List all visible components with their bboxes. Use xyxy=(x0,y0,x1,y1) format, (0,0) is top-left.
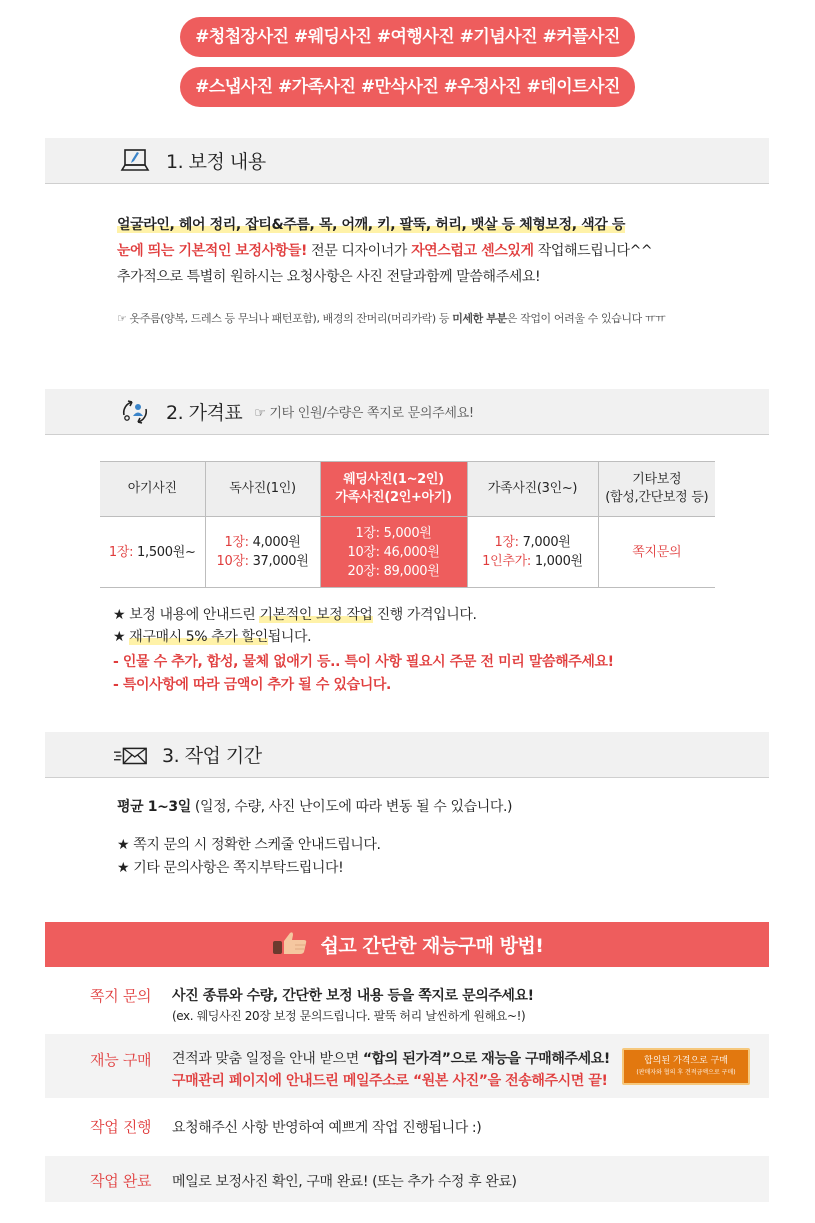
table-cell: 1장: 7,000원 1인추가: 1,000원 xyxy=(467,517,598,588)
price-note-basic: ★ 보정 내용에 안내드린 기본적인 보정 작업 진행 가격입니다. xyxy=(113,607,477,623)
price-warning-1: - 인물 수 추가, 합성, 물체 없애기 등.. 특이 사항 필요시 주문 전 미리 말씀해주세요! xyxy=(113,654,614,670)
price-warning-2: - 특이사항에 따라 금액이 추가 될 수 있습니다. xyxy=(113,677,391,693)
step-label: 쪽지 문의 xyxy=(90,987,152,1005)
retouch-items: 얼굴라인, 헤어 정리, 잡티&주름, 목, 어깨, 키, 팔뚝, 허리, 뱃살 등 체형보정, 색감 등 xyxy=(117,217,625,233)
hashtag: #스냅사진 xyxy=(195,77,273,97)
price-inquiry-note: ☞ 기타 인원/수량은 쪽지로 문의주세요! xyxy=(254,406,474,421)
step-label: 재능 구매 xyxy=(90,1051,152,1069)
inquiry-note: ★ 기타 문의사항은 쪽지부탁드립니다! xyxy=(117,860,344,876)
price-note-discount: ★ 재구매시 5% 추가 할인됩니다. xyxy=(113,629,312,645)
purchase-step-complete xyxy=(45,1156,769,1202)
table-header: 가족사진(3인~) xyxy=(467,462,598,517)
purchase-step-progress xyxy=(45,1104,769,1150)
hashtag-row-1 xyxy=(0,17,815,57)
retouch-request-note: 추가적으로 특별히 원하시는 요청사항은 사진 전달과함께 말씀해주세요! xyxy=(117,269,541,285)
hashtag-pill xyxy=(180,17,635,57)
section-header-period xyxy=(45,732,769,778)
schedule-note: ★ 쪽지 문의 시 정확한 스케줄 안내드립니다. xyxy=(117,837,381,853)
hashtag: #가족사진 xyxy=(277,77,356,97)
step-example: (ex. 웨딩사진 20장 보정 문의드립니다. 팔뚝 허리 날씬하게 원해요~!) xyxy=(172,1009,526,1023)
monitor-edit-icon xyxy=(118,146,152,176)
hashtag: #여행사진 xyxy=(376,27,455,47)
purchase-guide-header xyxy=(45,922,769,967)
purchase-guide-title: 쉽고 간단한 재능구매 방법! xyxy=(320,935,544,957)
step-subtext: 구매관리 페이지에 안내드린 메일주소로 “원본 사진”을 전송해주시면 끝! xyxy=(172,1073,608,1089)
hashtag-row-2 xyxy=(0,67,815,107)
section-title: 2. 가격표 xyxy=(166,402,243,424)
hashtag: #우정사진 xyxy=(443,77,522,97)
table-cell: 쪽지문의 xyxy=(598,517,715,588)
step-text: 사진 종류와 수량, 간단한 보정 내용 등을 쪽지로 문의주세요! xyxy=(172,988,534,1004)
hashtag: #커플사진 xyxy=(542,27,620,47)
thumbs-up-icon xyxy=(271,930,309,960)
agreed-price-purchase-button[interactable]: 합의된 가격으로 구매 (판매자와 협의 후 견적금액으로 구매) xyxy=(622,1048,750,1085)
purchase-step-buy xyxy=(45,1034,769,1098)
step-text: 메일로 보정사진 확인, 구매 완료! (또는 추가 수정 후 완료) xyxy=(172,1174,517,1190)
hashtag: #만삭사진 xyxy=(360,77,439,97)
average-period: 평균 1~3일 (일정, 수량, 사진 난이도에 따라 변동 될 수 있습니다.) xyxy=(117,799,513,815)
table-cell: 1장: 5,000원 10장: 46,000원 20장: 89,000원 xyxy=(320,517,467,588)
hashtag: #웨딩사진 xyxy=(293,27,372,47)
purchase-step-inquiry xyxy=(45,967,769,1028)
table-row xyxy=(100,517,715,588)
table-header: 독사진(1인) xyxy=(205,462,320,517)
section-header-retouch xyxy=(45,138,769,184)
step-label: 작업 완료 xyxy=(90,1172,152,1190)
envelope-icon xyxy=(114,740,148,770)
hashtag: #데이트사진 xyxy=(526,77,620,97)
step-text: 견적과 맞춤 일정을 안내 받으면 “합의 된가격”으로 재능을 구매해주세요! xyxy=(172,1051,610,1067)
step-text: 요청해주신 사항 반영하여 예쁘게 작업 진행됩니다 :) xyxy=(172,1120,482,1136)
people-exchange-icon xyxy=(118,397,152,427)
hashtag-pill xyxy=(180,67,635,107)
hashtag: #청첩장사진 xyxy=(195,27,289,47)
table-header: 기타보정 (합성,간단보정 등) xyxy=(598,462,715,517)
table-cell: 1장: 1,500원~ xyxy=(100,517,205,588)
retouch-description: 눈에 띄는 기본적인 보정사항들! 전문 디자이너가 자연스럽고 센스있게 작업해드립니다^^ xyxy=(117,243,653,259)
section-title: 1. 보정 내용 xyxy=(166,151,266,173)
hashtag: #기념사진 xyxy=(459,27,538,47)
section-header-price xyxy=(45,389,769,435)
section-title: 3. 작업 기간 xyxy=(162,745,262,767)
table-header: 웨딩사진(1~2인) 가족사진(2인+아기) xyxy=(320,462,467,517)
step-label: 작업 진행 xyxy=(90,1118,152,1136)
table-header: 아기사진 xyxy=(100,462,205,517)
table-cell: 1장: 4,000원 10장: 37,000원 xyxy=(205,517,320,588)
retouch-limit-note: ☞ 옷주름(양복, 드레스 등 무늬나 패턴포함), 배경의 잔머리(머리카락) 등 미세한 부분은 작업이 어려울 수 있습니다 ㅠㅠ xyxy=(117,312,666,325)
table-header-row xyxy=(100,462,715,517)
price-table xyxy=(100,461,715,588)
